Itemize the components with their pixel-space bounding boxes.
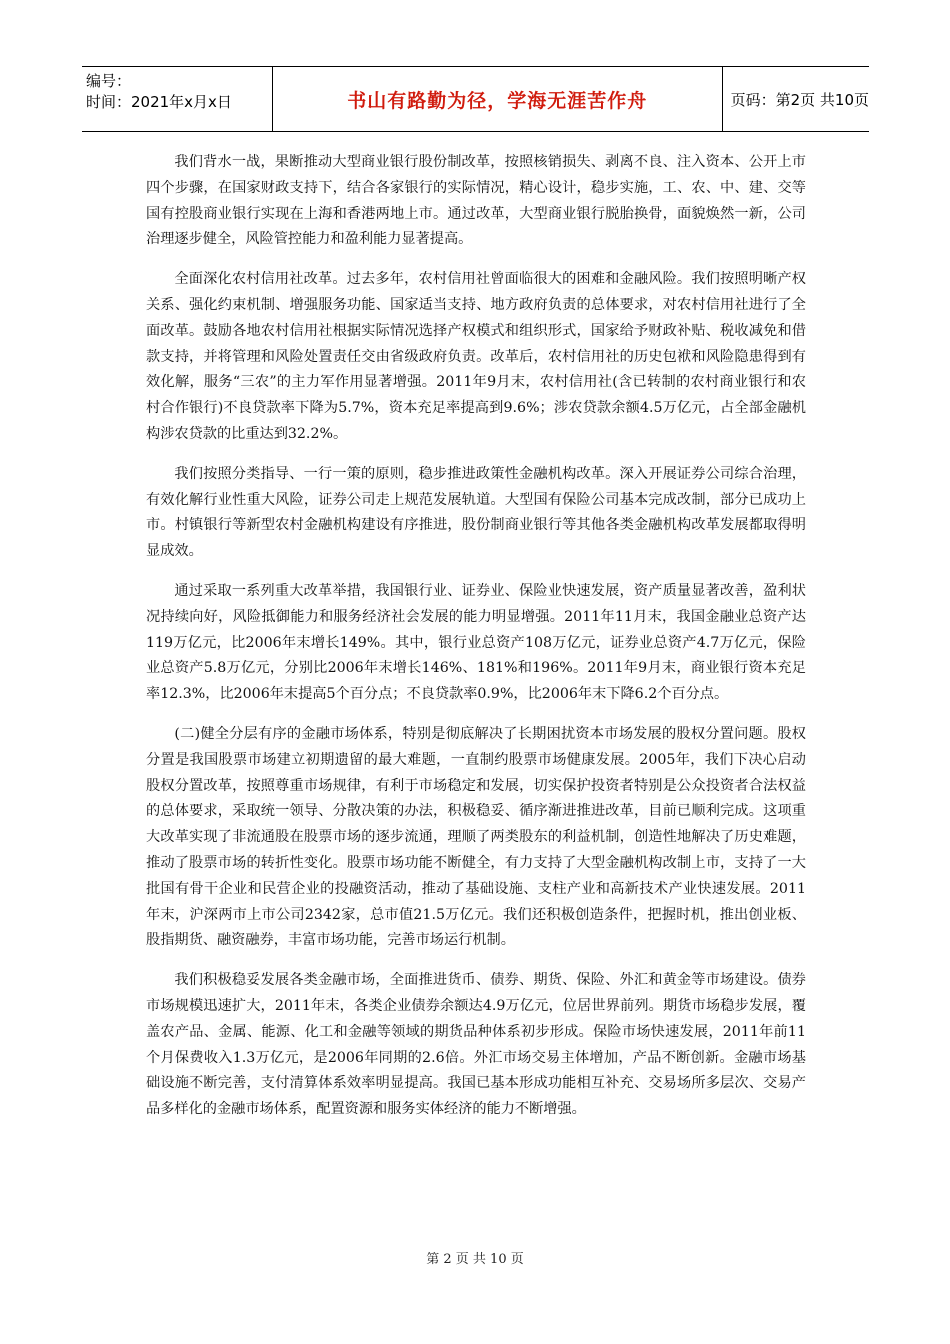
header-meta [82, 67, 273, 131]
paragraph-4: 通过采取一系列重大改革举措，我国银行业、证券业、保险业快速发展，资产质量显著改善，盈利状况持续向好，风险抵御能力和服务经济社会发展的能力明显增强。2011年11月末，我国金融业总资产达119万亿元，比2006年末增长149%。其中，银行业总资产108万亿元，证券业总资产4.7万亿元，保险业总资产5.8万亿元，分别比2006年末增长146%、181%和196%。2011年9月末，商业银行资本充足率12.3%，比2006年末提高5个百分点；不良贷款率0.9%，比2006年末下降6.2个百分点。 [146, 582, 806, 703]
time-label: 时间：2021年x月x日 [86, 93, 232, 111]
document-body [146, 150, 806, 1137]
paragraph-5: (二)健全分层有序的金融市场体系，特别是彻底解决了长期困扰资本市场发展的股权分置问题。股权分置是我国股票市场建立初期遗留的最大难题，一直制约股票市场健康发展。2005年，我们下决心启动股权分置改革，按照尊重市场规律，有利于市场稳定和发展，切实保护投资者特别是公众投资者合法权益的总体要求，采取统一领导、分散决策的办法，积极稳妥、循序渐进推进改革，目前已顺利完成。这项重大改革实现了非流通股在股票市场的逐步流通，理顺了两类股东的利益机制，创造性地解决了历史难题，推动了股票市场的转折性变化。股票市场功能不断健全，有力支持了大型金融机构改制上市，支持了一大批国有骨干企业和民营企业的投融资活动，推动了基础设施、支柱产业和高新技术产业快速发展。2011年末，沪深两市上市公司2342家，总市值21.5万亿元。我们还积极创造条件，把握时机，推出创业板、股指期货、融资融券，丰富市场功能，完善市场运行机制。 [146, 725, 806, 949]
paragraph-1: 我们背水一战，果断推动大型商业银行股份制改革，按照核销损失、剥离不良、注入资本、公开上市四个步骤，在国家财政支持下，结合各家银行的实际情况，精心设计，稳步实施，工、农、中、建、交等国有控股商业银行实现在上海和香港两地上市。通过改革，大型商业银行脱胎换骨，面貌焕然一新，公司治理逐步健全，风险管控能力和盈利能力显著提高。 [146, 154, 806, 248]
header-motto: 书山有路勤为径，学海无涯苦作舟 [273, 67, 723, 131]
page-footer: 第 2 页 共 10 页 [426, 1252, 524, 1267]
paragraph-2: 全面深化农村信用社改革。过去多年，农村信用社曾面临很大的困难和金融风险。我们按照明晰产权关系、强化约束机制、增强服务功能、国家适当支持、地方政府负责的总体要求，对农村信用社进行了全面改革。鼓励各地农村信用社根据实际情况选择产权模式和组织形式，国家给予财政补贴、税收减免和借款支持，并将管理和风险处置责任交由省级政府负责。改革后，农村信用社的历史包袱和风险隐患得到有效化解，服务“三农”的主力军作用显著增强。2011年9月末，农村信用社(含已转制的农村商业银行和农村合作银行)不良贷款率下降为5.7%，资本充足率提高到9.6%；涉农贷款余额4.5万亿元，占全部金融机构涉农贷款的比重达到32.2%。 [146, 271, 806, 442]
paragraph-6: 我们积极稳妥发展各类金融市场，全面推进货币、债券、期货、保险、外汇和黄金等市场建设。债券市场规模迅速扩大，2011年末，各类企业债券余额达4.9万亿元，位居世界前列。期货市场稳步发展，覆盖农产品、金属、能源、化工和金融等领域的期货品种体系初步形成。保险市场快速发展，2011年前11个月保费收入1.3万亿元，是2006年同期的2.6倍。外汇市场交易主体增加，产品不断创新。金融市场基础设施不断完善，支付清算体系效率明显提高。我国已基本形成功能相互补充、交易场所多层次、交易产品多样化的金融市场体系，配置资源和服务实体经济的能力不断增强。 [146, 972, 806, 1118]
page-header [82, 66, 869, 132]
header-page-info: 页码：第2页 共10页 [730, 90, 869, 109]
serial-label: 编号： [86, 72, 132, 90]
paragraph-3: 我们按照分类指导、一行一策的原则，稳步推进政策性金融机构改革。深入开展证券公司综合治理，有效化解行业性重大风险，证券公司走上规范发展轨道。大型国有保险公司基本完成改制，部分已成功上市。村镇银行等新型农村金融机构建设有序推进，股份制商业银行等其他各类金融机构改革发展都取得明显成效。 [146, 465, 806, 560]
